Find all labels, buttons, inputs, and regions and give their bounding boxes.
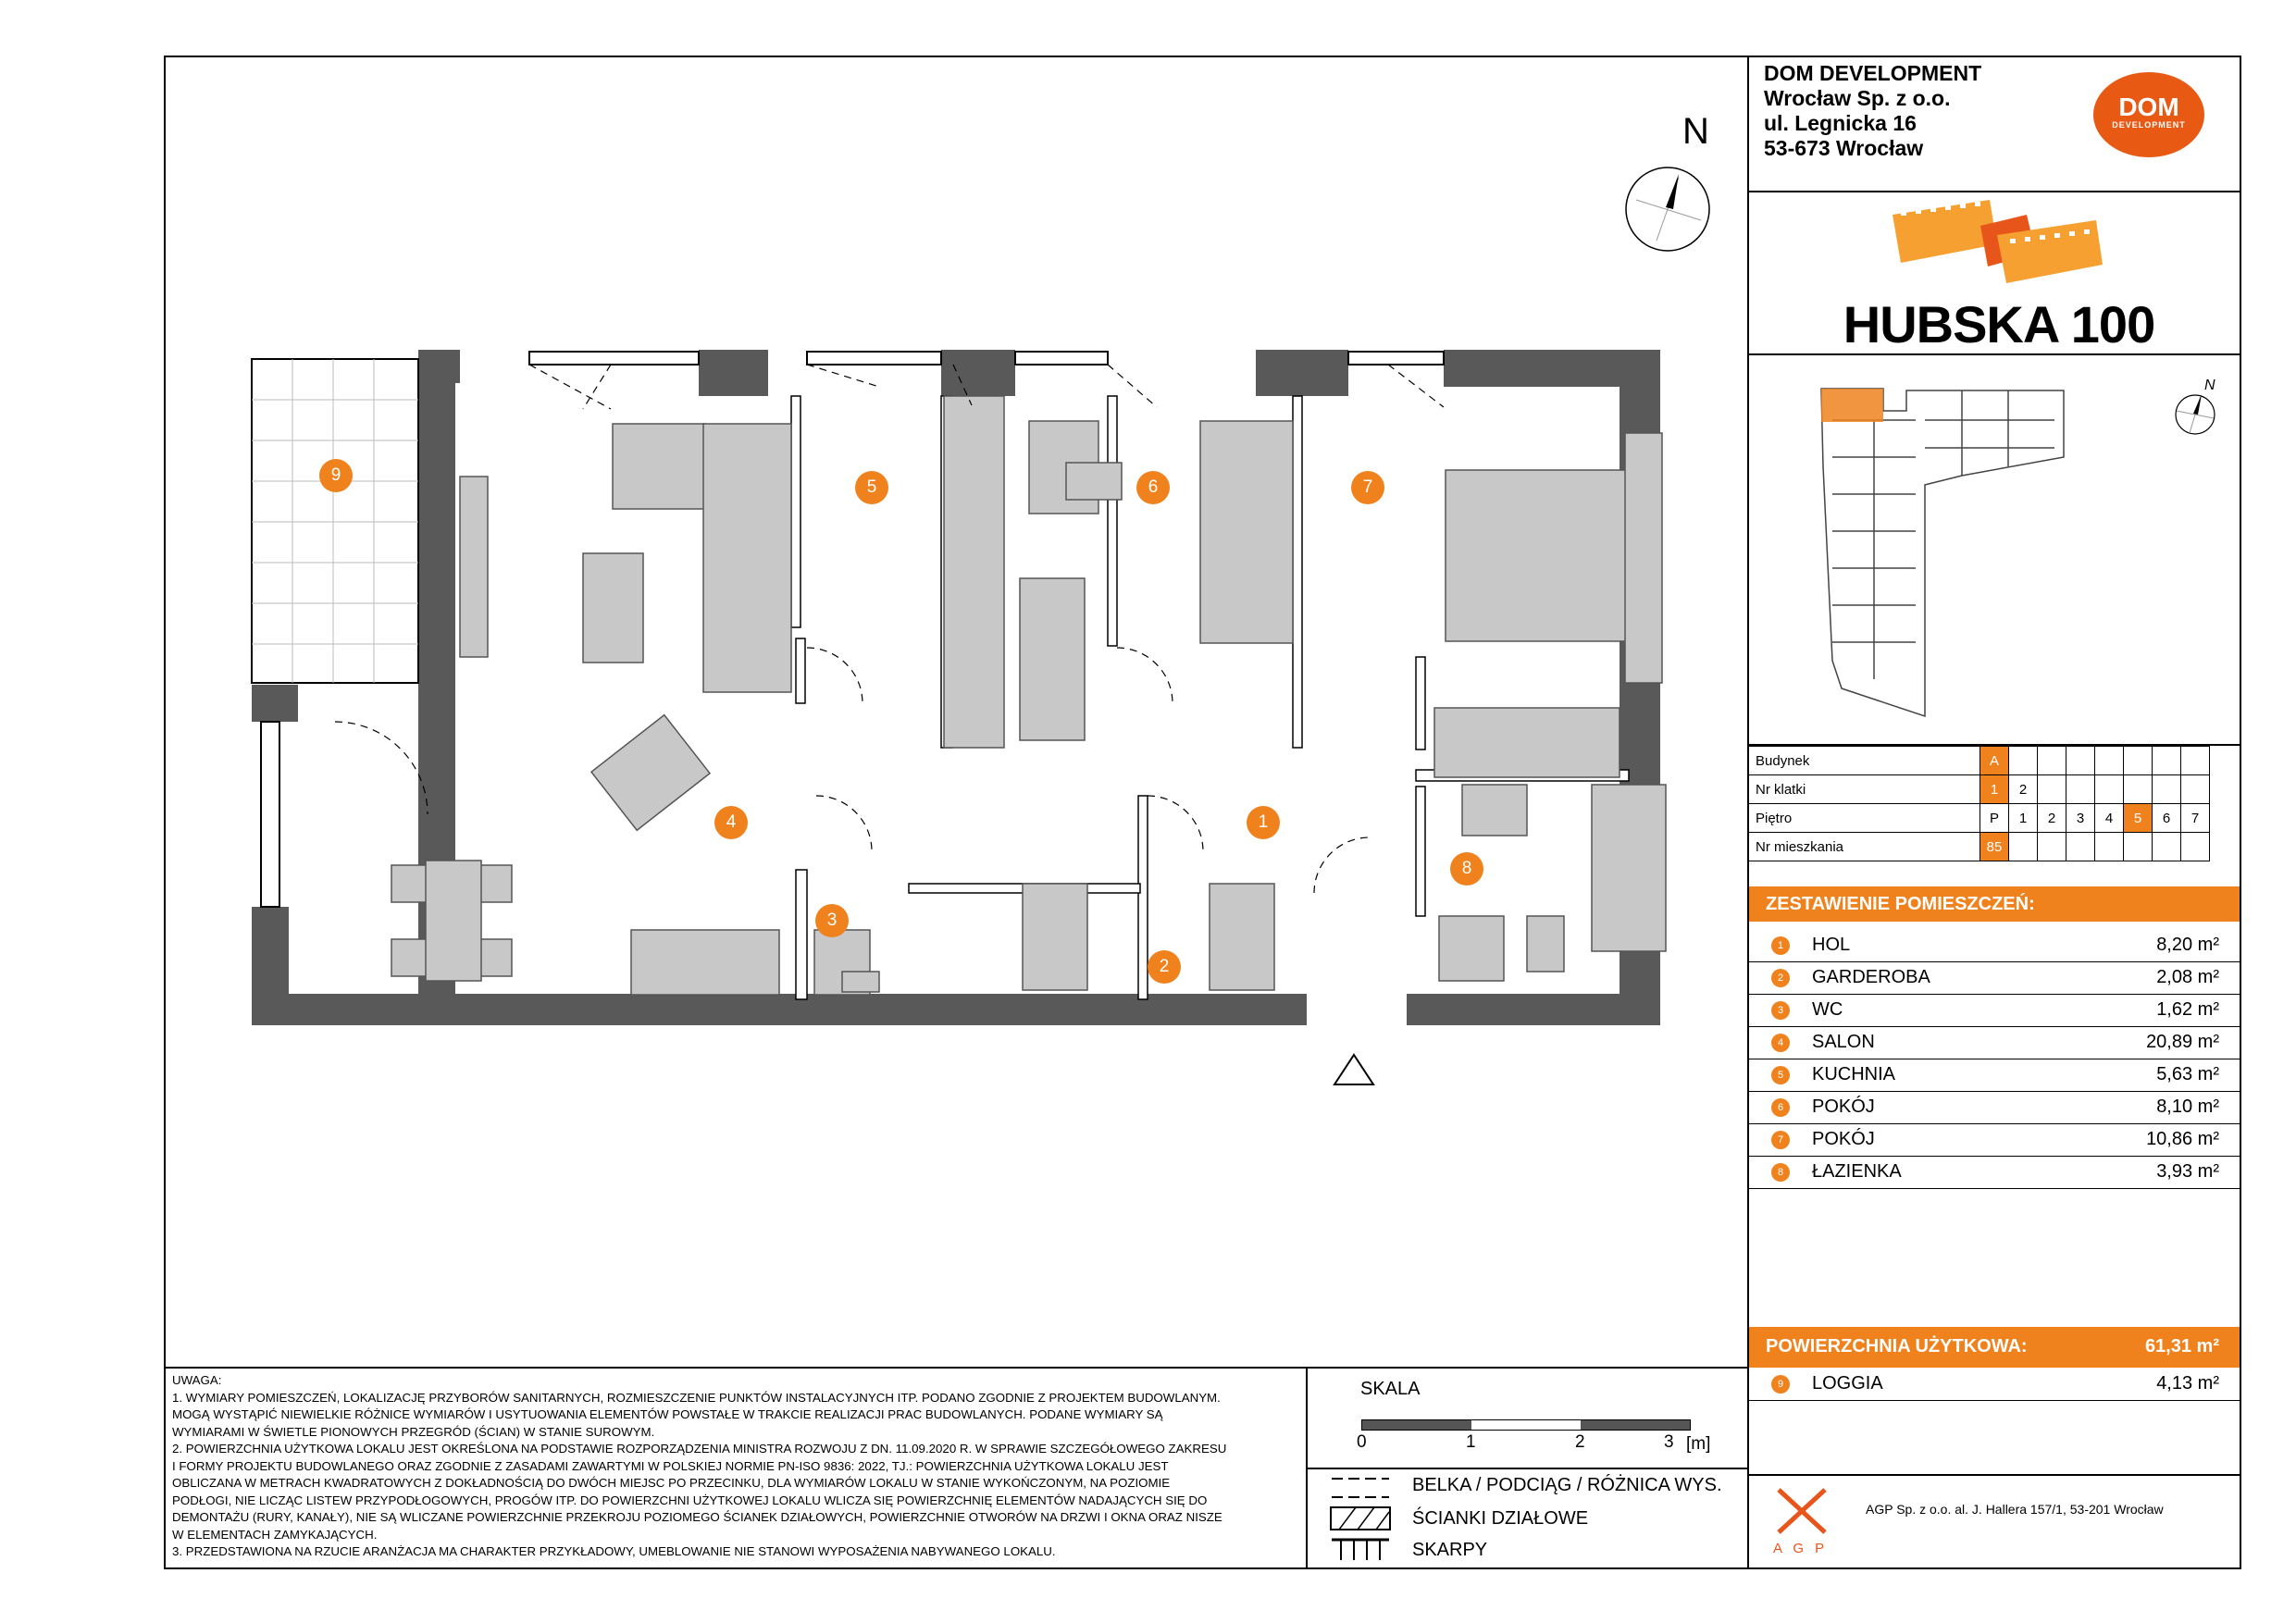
header-divider xyxy=(1747,191,2241,192)
rooms-header: ZESTAWIENIE POMIESZCZEŃ: xyxy=(1749,886,2240,922)
note-line: OBLICZANA W METRACH KWADRATOWYCH Z DOKŁADNOŚCIĄ DO DWÓCH MIEJSC PO PRZECINKU, DLA WYMIARÓW LOKALU W STANIE WYKOŃCZONYM, NA POZIOMIE xyxy=(172,1476,1171,1490)
plan-marker-9: 9 xyxy=(319,459,353,492)
note-line: I FORMY PROJEKTU BUDOWLANEGO ORAZ ZGODNIE Z ZASADAMI ZAWARTYMI W POLSKIEJ NORMIE PN-ISO 9836: 2022, TJ.: POWIERZCHNIA UŻYTKOWA LOKALU JEST xyxy=(172,1458,1169,1473)
note-line: DEMONTAŻU (RURY, KANAŁY), NIE SĄ WLICZANE POWIERZCHNIE PRZEKROJU POZIOMEGO ŚCIANEK DZIAŁOWYCH, POWIERZCHNIE OTWORÓW NA DRZWI I OKNA ORAZ NISZE xyxy=(172,1510,1222,1524)
floor-plan xyxy=(241,342,1703,1083)
room-name: ŁAZIENKA xyxy=(1812,1161,1902,1182)
film-reel-graphic xyxy=(1888,198,2110,287)
apartment-row xyxy=(1748,833,2210,861)
floor-option-4: 4 xyxy=(2095,804,2124,833)
developer-city: 53-673 Wrocław xyxy=(1764,136,1924,160)
room-area: 4,13 m² xyxy=(2156,1373,2219,1394)
plan-marker-1: 1 xyxy=(1247,806,1280,839)
note-line: 3. PRZEDSTAWIONA NA RZUCIE ARANŻACJA MA CHARAKTER PRZYKŁADOWY, UMEBLOWANIE NIE STANOWI WYPOSAŻENIA NABYWANEGO LOKALU. xyxy=(172,1544,1056,1558)
slope-legend-icon xyxy=(1330,1536,1391,1562)
plan-marker-6: 6 xyxy=(1136,471,1170,504)
room-area: 8,20 m² xyxy=(2156,935,2219,955)
compass-icon xyxy=(1623,165,1716,257)
stairwell-option-2: 2 xyxy=(2009,775,2038,804)
partition-legend-label: ŚCIANKI DZIAŁOWE xyxy=(1412,1508,1589,1529)
floor-option-6: 6 xyxy=(2153,804,2181,833)
room-row xyxy=(1749,1123,2240,1157)
room-name: HOL xyxy=(1812,935,1851,955)
scale-tick-0: 0 xyxy=(1357,1432,1367,1452)
room-number-badge: 9 xyxy=(1771,1375,1790,1394)
room-name: KUCHNIA xyxy=(1812,1064,1896,1084)
room-name: SALON xyxy=(1812,1032,1875,1052)
room-row xyxy=(1749,1026,2240,1059)
scale-tick-2: 2 xyxy=(1575,1432,1585,1452)
room-number-badge: 6 xyxy=(1771,1098,1790,1117)
room-number-badge: 2 xyxy=(1771,969,1790,987)
room-number-badge: 8 xyxy=(1771,1163,1790,1182)
slope-legend-label: SKARPY xyxy=(1412,1540,1488,1560)
developer-address xyxy=(1764,61,1981,161)
plan-marker-8: 8 xyxy=(1450,852,1483,886)
compass-label: N xyxy=(1682,111,1709,152)
apartment-value: 85 xyxy=(1980,833,2009,861)
room-area: 8,10 m² xyxy=(2156,1096,2219,1117)
scale-unit: [m] xyxy=(1686,1434,1711,1454)
partition-legend-icon xyxy=(1330,1506,1391,1530)
agp-logo-icon xyxy=(1775,1486,1829,1534)
notes-block xyxy=(172,1372,1301,1561)
floor-option-7: 7 xyxy=(2181,804,2210,833)
room-number-badge: 3 xyxy=(1771,1001,1790,1020)
note-line: MOGĄ WYSTĄPIĆ NIEWIELKIE RÓŻNICE WYMIARÓW I USYTUOWANIA ELEMENTÓW POWSTAŁE W TRAKCIE REALIZACJI PRAC BUDOWLANYCH. PODANE WYMIARY SĄ xyxy=(172,1407,1163,1421)
scale-bar xyxy=(1361,1419,1691,1431)
room-area: 20,89 m² xyxy=(2146,1032,2219,1052)
beam-legend-icon xyxy=(1330,1475,1391,1501)
agp-logo-text: A G P xyxy=(1773,1541,1829,1556)
stairwell-row xyxy=(1748,775,2210,804)
floor-label: Piętro xyxy=(1748,804,1980,833)
floor-option-3: 3 xyxy=(2066,804,2095,833)
building-row xyxy=(1748,747,2210,775)
note-line: UWAGA: xyxy=(172,1373,222,1387)
floor-option-p: P xyxy=(1980,804,2009,833)
agp-address: AGP Sp. z o.o. al. J. Hallera 157/1, 53-201 Wrocław xyxy=(1866,1502,2164,1517)
apartment-info-table xyxy=(1747,746,2210,861)
loggia-row xyxy=(1749,1368,2240,1401)
plan-marker-7: 7 xyxy=(1351,471,1384,504)
site-compass-icon xyxy=(2173,392,2217,437)
note-line: PODŁOGI, NIE LICZĄC LISTEW PRZYPODŁOGOWYCH, PROGÓW ITP. DO POWIERZCHNI UŻYTKOWEJ LOKALU WLICZA SIĘ POWIERZCHNIĘ ELEMENTÓW NADAJĄCYCH SIĘ DO xyxy=(172,1493,1208,1507)
total-area-label: POWIERZCHNIA UŻYTKOWA: xyxy=(1766,1336,2028,1357)
room-area: 1,62 m² xyxy=(2156,999,2219,1020)
scale-tick-1: 1 xyxy=(1466,1432,1476,1452)
room-area: 3,93 m² xyxy=(2156,1161,2219,1182)
room-row xyxy=(1749,1059,2240,1092)
room-name: GARDEROBA xyxy=(1812,967,1930,987)
stairwell-label: Nr klatki xyxy=(1748,775,1980,804)
room-area: 5,63 m² xyxy=(2156,1064,2219,1084)
stairwell-option-1: 1 xyxy=(1980,775,2009,804)
room-name: POKÓJ xyxy=(1812,1096,1875,1117)
site-compass-label: N xyxy=(2204,378,2215,393)
scale-legend-divider xyxy=(1306,1468,1748,1469)
entrance-arrow-icon xyxy=(1333,1053,1375,1086)
project-name: HUBSKA 100 xyxy=(1843,295,2155,353)
room-area: 2,08 m² xyxy=(2156,967,2219,987)
plan-marker-4: 4 xyxy=(714,806,748,839)
floor-option-1: 1 xyxy=(2009,804,2038,833)
floor-option-5: 5 xyxy=(2124,804,2153,833)
building-value: A xyxy=(1980,747,2009,775)
room-number-badge: 7 xyxy=(1771,1131,1790,1149)
apartment-label: Nr mieszkania xyxy=(1748,833,1980,861)
room-row xyxy=(1749,1091,2240,1124)
room-name: LOGGIA xyxy=(1812,1373,1883,1394)
room-row xyxy=(1749,961,2240,995)
total-area-value: 61,31 m² xyxy=(2144,1336,2219,1357)
floor-row xyxy=(1748,804,2210,833)
note-line: W ELEMENTACH ZAMYKAJĄCYCH. xyxy=(172,1527,378,1542)
scale-tick-3: 3 xyxy=(1664,1432,1674,1452)
building-label: Budynek xyxy=(1748,747,1980,775)
notes-divider xyxy=(164,1367,1748,1369)
room-row xyxy=(1749,994,2240,1027)
site-plan-thumbnail xyxy=(1814,383,2091,725)
room-row xyxy=(1749,929,2240,962)
note-line: 1. WYMIARY POMIESZCZEŃ, LOKALIZACJĘ PRZYBORÓW SANITARNYCH, ROZMIESZCZENIE PUNKTÓW INSTALACYJNYCH ITP. PODANO ZGODNIE Z PROJEKTEM BUDOWLANYM. xyxy=(172,1390,1221,1405)
total-area-bar xyxy=(1749,1327,2240,1368)
room-area: 10,86 m² xyxy=(2146,1129,2219,1149)
note-line: 2. POWIERZCHNIA UŻYTKOWA LOKALU JEST OKREŚLONA NA PODSTAWIE ROZPORZĄDZENIA MINISTRA ROZWOJU Z DN. 11.09.2020 R. W SPRAWIE SZCZEGÓŁOWEGO ZAKRESU xyxy=(172,1442,1227,1456)
logo-text-sub: DEVELOPMENT xyxy=(2112,120,2186,130)
room-name: POKÓJ xyxy=(1812,1129,1875,1149)
room-name: WC xyxy=(1812,999,1843,1020)
scale-label: SKALA xyxy=(1360,1379,1421,1399)
note-line: WYMIARAMI W ŚWIETLE PIONOWYCH PRZEGRÓD (ŚCIAN) W STANIE SUROWYM. xyxy=(172,1424,655,1439)
floor-option-2: 2 xyxy=(2038,804,2066,833)
developer-company: Wrocław Sp. z o.o. xyxy=(1764,86,1951,110)
room-number-badge: 1 xyxy=(1771,936,1790,955)
developer-logo xyxy=(2093,72,2204,157)
room-number-badge: 4 xyxy=(1771,1034,1790,1052)
developer-street: ul. Legnicka 16 xyxy=(1764,111,1917,135)
plan-marker-2: 2 xyxy=(1148,950,1181,984)
room-row xyxy=(1749,1156,2240,1189)
agp-divider xyxy=(1747,1474,2241,1476)
plan-marker-3: 3 xyxy=(815,904,849,937)
developer-name: DOM DEVELOPMENT xyxy=(1764,61,1982,85)
logo-text-main: DOM xyxy=(2118,93,2179,121)
beam-legend-label: BELKA / PODCIĄG / RÓŻNICA WYS. xyxy=(1412,1475,1722,1495)
room-number-badge: 5 xyxy=(1771,1066,1790,1084)
plan-marker-5: 5 xyxy=(855,471,888,504)
